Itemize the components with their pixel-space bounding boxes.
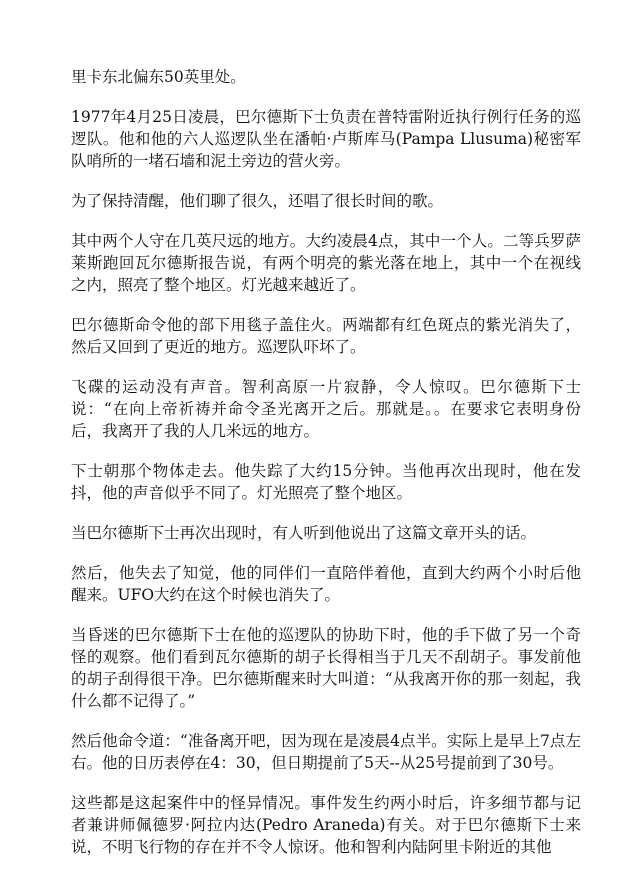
paragraph-7: 下士朝那个物体走去。他失踪了大约15分钟。当他再次出现时，他在发抖，他的声音似乎不同了。灯光照亮了整个地区。 xyxy=(71,462,581,502)
paragraph-5: 巴尔德斯命令他的部下用毯子盖住火。两端都有红色斑点的紫光消失了，然后又回到了更近的地方。巡逻队吓坏了。 xyxy=(71,316,581,356)
paragraph-8: 当巴尔德斯下士再次出现时，有人听到他说出了这篇文章开头的话。 xyxy=(71,524,537,542)
paragraph-12: 这些都是这起案件中的怪异情况。事件发生约两小时后，许多细节都与记者兼讲师佩德罗·阿拉内达(Pedro Araneda)有关。对于巴尔德斯下士来说，不明飞行物的存在并不令人惊讶。他和智利内陆阿里卡附近的其他 xyxy=(71,794,581,856)
paragraph-2: 1977年4月25日凌晨，巴尔德斯下士负责在普特雷附近执行例行任务的巡逻队。他和他的六人巡逻队坐在潘帕·卢斯库马(Pampa Llusuma)秘密军队哨所的一堵石墙和泥土旁边的营火旁。 xyxy=(71,108,581,170)
paragraph-1: 里卡东北偏东50英里处。 xyxy=(71,68,246,86)
paragraph-6: 飞碟的运动没有声音。智利高原一片寂静，令人惊叹。巴尔德斯下士说：“在向上帝祈祷并命令圣光离开之后。那就是。。在要求它表明身份后，我离开了我的人几米远的地方。 xyxy=(71,378,581,440)
document-body xyxy=(71,66,581,876)
paragraph-9: 然后，他失去了知觉，他的同伴们一直陪伴着他，直到大约两个小时后他醒来。UFO大约在这个时候也消失了。 xyxy=(71,564,581,604)
paragraph-11: 然后他命令道：“准备离开吧，因为现在是凌晨4点半。实际上是早上7点左右。他的日历表停在4：30，但日期提前了5天--从25号提前到了30号。 xyxy=(71,732,581,772)
paragraph-4: 其中两个人守在几英尺远的地方。大约凌晨4点，其中一个人。二等兵罗萨莱斯跑回瓦尔德斯报告说，有两个明亮的紫光落在地上，其中一个在视线之内，照亮了整个地区。灯光越来越近了。 xyxy=(71,232,581,294)
paragraph-10: 当昏迷的巴尔德斯下士在他的巡逻队的协助下时，他的手下做了另一个奇怪的观察。他们看到瓦尔德斯的胡子长得相当于几天不刮胡子。事发前他的胡子刮得很干净。巴尔德斯醒来时大叫道：“从我离开你的那一刻起，我什么都不记得了。” xyxy=(71,626,581,710)
paragraph-3: 为了保持清醒，他们聊了很久，还唱了很长时间的歌。 xyxy=(71,192,444,210)
